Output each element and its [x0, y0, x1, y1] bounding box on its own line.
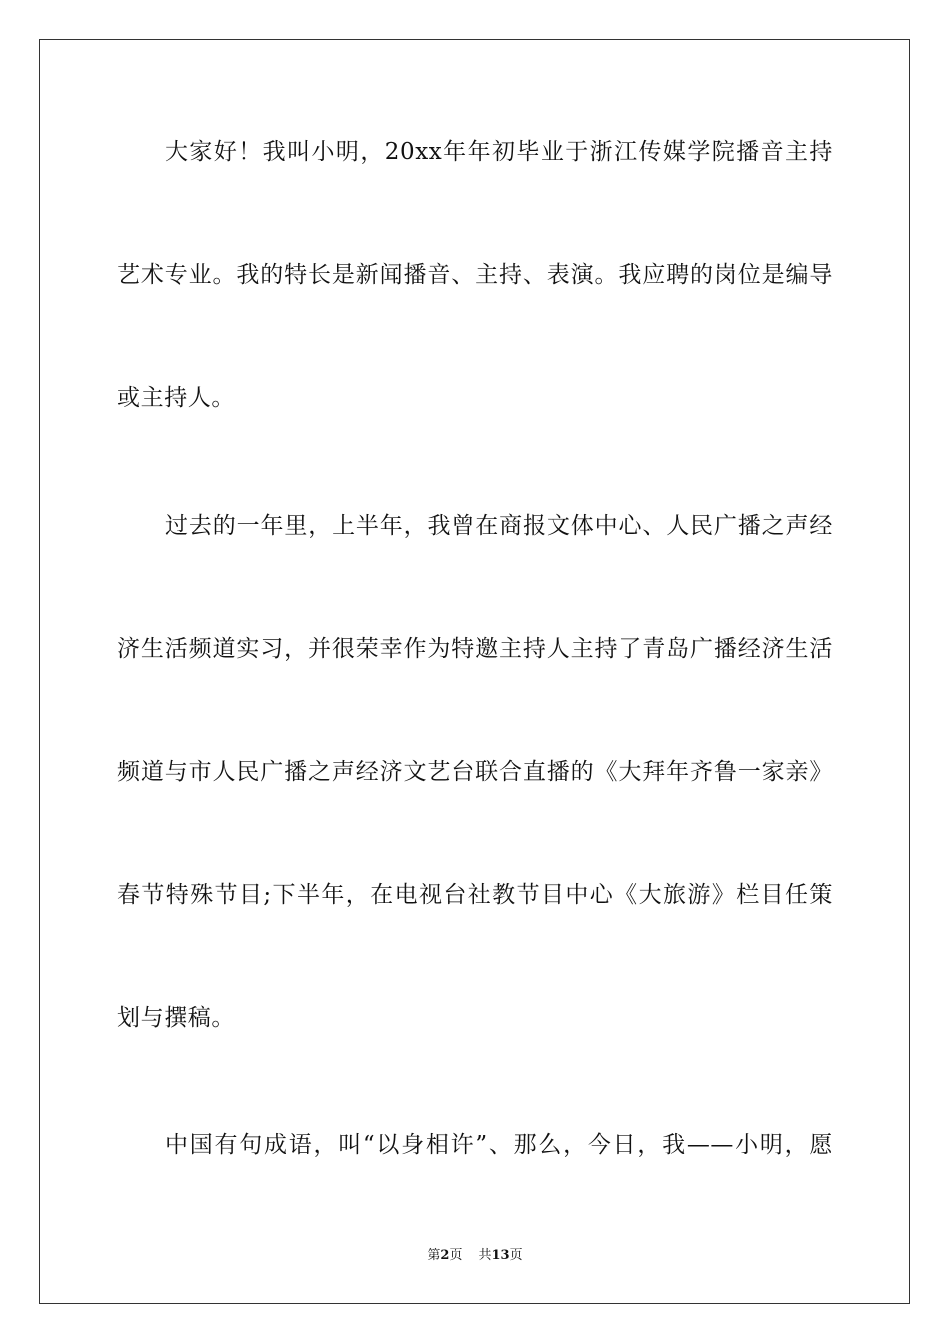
paragraph-1-line-2: 艺术专业。我的特长是新闻播音、主持、表演。我应聘的岗位是编导 — [117, 262, 833, 288]
page-border — [39, 39, 910, 1304]
paragraph-1-line-3: 或主持人。 — [117, 385, 235, 411]
paragraph-1-line-1: 大家好！我叫小明，20xx年年初毕业于浙江传媒学院播音主持 — [165, 139, 833, 165]
page-prefix: 第 — [427, 1248, 441, 1263]
paragraph-2-line-1: 过去的一年里，上半年，我曾在商报文体中心、人民广播之声经 — [165, 513, 833, 539]
page-number: 2 — [440, 1248, 450, 1263]
paragraph-2-line-5: 划与撰稿。 — [117, 1005, 235, 1031]
paragraph-3-line-1: 中国有句成语，叫“以身相许”、那么，今日，我——小明，愿 — [165, 1132, 833, 1158]
paragraph-2-line-4: 春节特殊节目;下半年，在电视台社教节目中心《大旅游》栏目任策 — [117, 882, 833, 908]
page-footer — [0, 1248, 950, 1264]
paragraph-2-line-2: 济生活频道实习，并很荣幸作为特邀主持人主持了青岛广播经济生活 — [117, 636, 833, 662]
paragraph-2-line-3: 频道与市人民广播之声经济文艺台联合直播的《大拜年齐鲁一家亲》 — [117, 759, 833, 785]
total-suffix: 页 — [509, 1248, 523, 1263]
total-pages: 13 — [491, 1248, 510, 1263]
page-suffix: 页 — [449, 1248, 463, 1263]
total-prefix: 共 — [478, 1248, 492, 1263]
